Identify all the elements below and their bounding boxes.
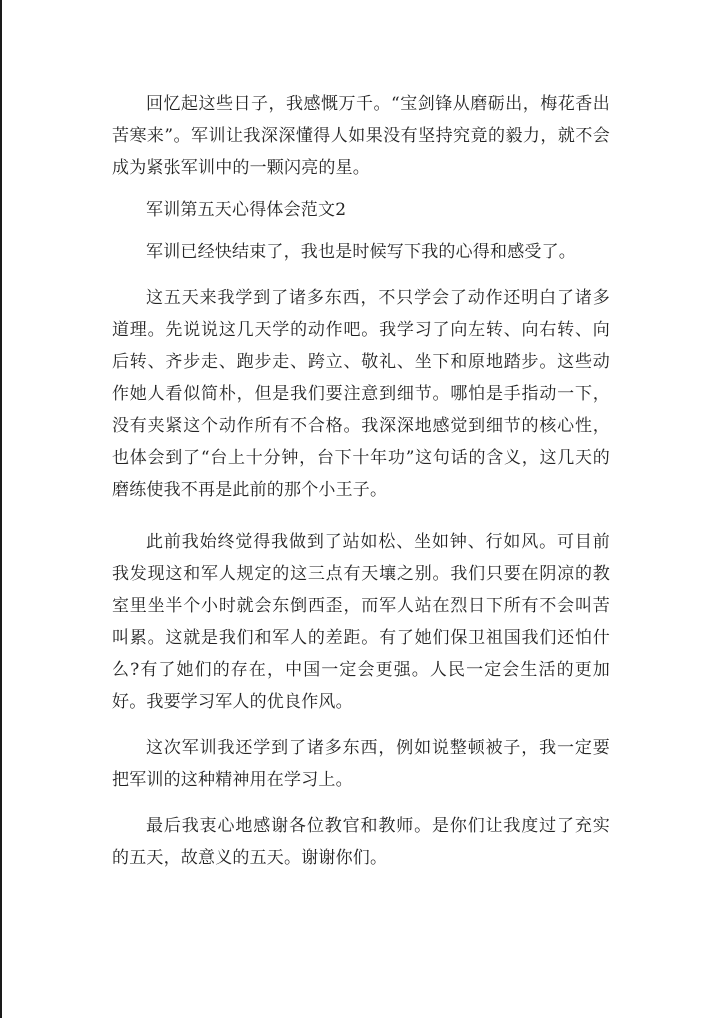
paragraph-soldiers: 此前我始终觉得我做到了站如松、坐如钟、行如风。可目前我发现这和军人规定的这三点有天壤之别。我们只要在阴凉的教室里坐半个小时就会东倒西歪，而军人站在烈日下所有不会叫苦叫累。这就是我们和军人的差距。有了她们保卫祖国我们还怕什么?有了她们的存在，中国一定会更强。人民一定会生活的更加好。我要学习军人的优良作风。 (112, 532, 610, 712)
paragraph-lesson: 这次军训我还学到了诸多东西，例如说整顿被子，我一定要把军训的这种精神用在学习上。 (112, 738, 610, 790)
page-border-line (0, 0, 2, 1018)
document-body (112, 88, 610, 874)
paragraph-reflection: 回忆起这些日子，我感慨万千。“宝剑锋从磨砺出，梅花香出苦寒来”。军训让我深深懂得人如果没有坚持究竟的毅力，就不会成为紧张军训中的一颗闪亮的星。 (112, 94, 610, 178)
essay-title: 军训第五天心得体会范文2 (146, 200, 347, 220)
paragraph-intro: 军训已经快结束了，我也是时候写下我的心得和感受了。 (146, 242, 576, 262)
paragraph-thanks: 最后我衷心地感谢各位教官和教师。是你们让我度过了充实的五天，故意义的五天。谢谢你们。 (112, 816, 610, 868)
paragraph-movements: 这五天来我学到了诸多东西，不只学会了动作还明白了诸多道理。先说说这几天学的动作吧。我学习了向左转、向右转、向后转、齐步走、跑步走、跨立、敬礼、坐下和原地踏步。这些动作她人看似简朴，但是我们要注意到细节。哪怕是手指动一下，没有夹紧这个动作所有不合格。我深深地感觉到细节的核心性，也体会到了“台上十分钟，台下十年功”这句话的含义，这几天的磨练使我不再是此前的那个小王子。 (112, 288, 610, 500)
